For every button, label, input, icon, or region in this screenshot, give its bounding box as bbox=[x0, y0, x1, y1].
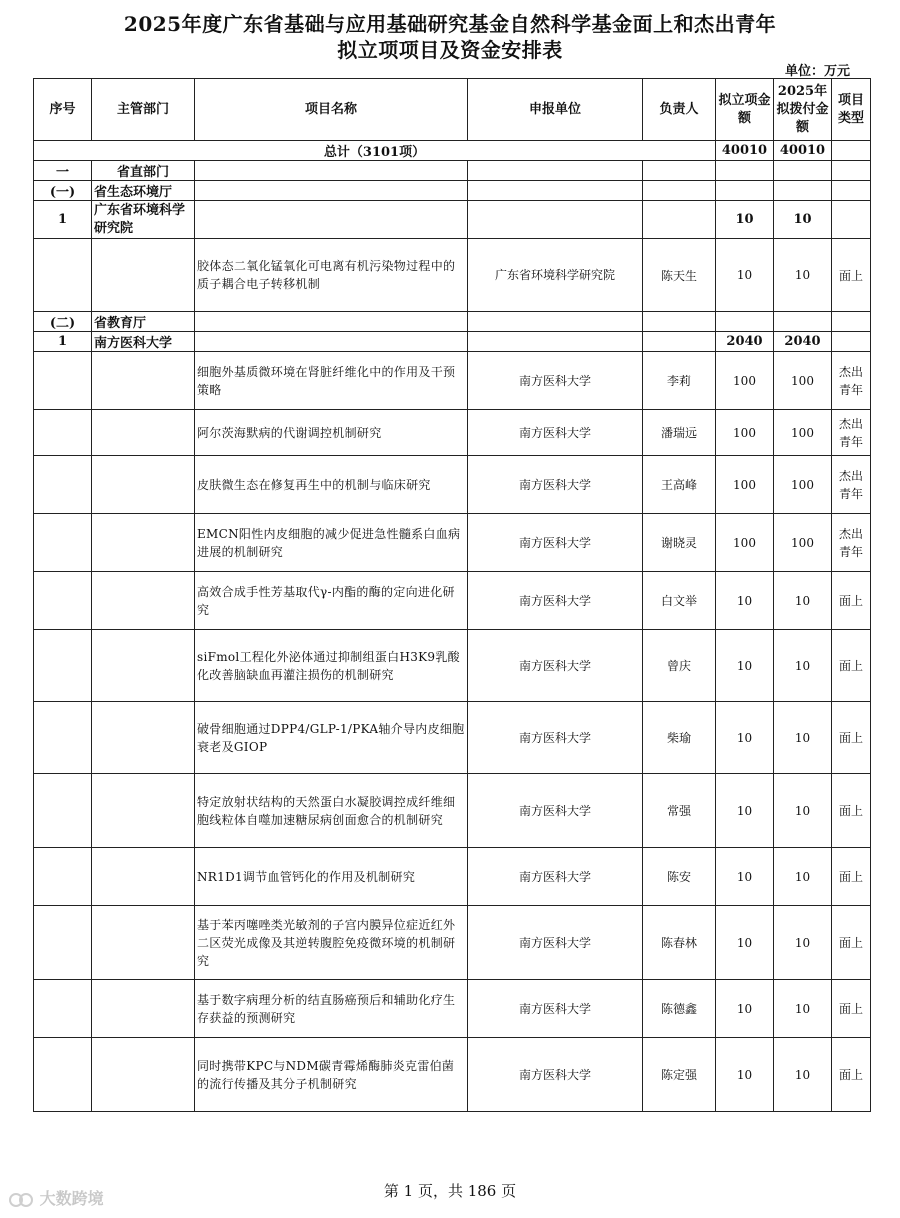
project-leader: 常强 bbox=[643, 774, 716, 848]
document-title-line1: 2025年度广东省基础与应用基础研究基金自然科学基金面上和杰出青年 bbox=[123, 12, 777, 36]
watermark-logo-icon bbox=[8, 1189, 34, 1211]
project-name: 基于数字病理分析的结直肠癌预后和辅助化疗生存获益的预测研究 bbox=[195, 980, 468, 1038]
project-name: 同时携带KPC与NDM碳青霉烯酶肺炎克雷伯菌的流行传播及其分子机制研究 bbox=[195, 1038, 468, 1112]
project-type: 杰出青年 bbox=[832, 514, 871, 572]
project-type: 面上 bbox=[832, 572, 871, 630]
org-row bbox=[34, 332, 871, 352]
section-label: 省直部门 bbox=[92, 161, 195, 181]
project-leader: 白文举 bbox=[643, 572, 716, 630]
project-table bbox=[33, 78, 871, 1112]
group-seq: (二) bbox=[34, 312, 92, 332]
project-approved: 10 bbox=[716, 980, 774, 1038]
header-leader: 负责人 bbox=[643, 79, 716, 141]
org-allocated: 2040 bbox=[774, 332, 832, 352]
project-applicant: 南方医科大学 bbox=[468, 774, 643, 848]
group-row bbox=[34, 312, 871, 332]
project-allocated: 100 bbox=[774, 514, 832, 572]
header-type: 项目类型 bbox=[832, 79, 871, 141]
header-approved: 拟立项金额 bbox=[716, 79, 774, 141]
header-row bbox=[34, 79, 871, 141]
project-row bbox=[34, 456, 871, 514]
project-type: 面上 bbox=[832, 702, 871, 774]
project-type: 面上 bbox=[832, 774, 871, 848]
header-seq: 序号 bbox=[34, 79, 92, 141]
group-label: 省教育厅 bbox=[92, 312, 195, 332]
project-type: 面上 bbox=[832, 848, 871, 906]
project-applicant: 南方医科大学 bbox=[468, 980, 643, 1038]
project-name: NR1D1调节血管钙化的作用及机制研究 bbox=[195, 848, 468, 906]
project-name: 基于苯丙噻唑类光敏剂的子宫内膜异位症近红外二区荧光成像及其逆转腹腔免疫微环境的机制研究 bbox=[195, 906, 468, 980]
project-applicant: 南方医科大学 bbox=[468, 410, 643, 456]
project-applicant: 南方医科大学 bbox=[468, 572, 643, 630]
project-approved: 10 bbox=[716, 848, 774, 906]
project-row bbox=[34, 239, 871, 312]
header-dept: 主管部门 bbox=[92, 79, 195, 141]
project-leader: 曾庆 bbox=[643, 630, 716, 702]
project-leader: 谢晓灵 bbox=[643, 514, 716, 572]
project-name: 胶体态二氧化锰氧化可电离有机污染物过程中的质子耦合电子转移机制 bbox=[195, 239, 468, 312]
project-applicant: 南方医科大学 bbox=[468, 630, 643, 702]
org-name: 南方医科大学 bbox=[92, 332, 195, 352]
project-allocated: 10 bbox=[774, 702, 832, 774]
project-applicant: 南方医科大学 bbox=[468, 456, 643, 514]
project-approved: 100 bbox=[716, 514, 774, 572]
project-row bbox=[34, 352, 871, 410]
project-leader: 陈德鑫 bbox=[643, 980, 716, 1038]
project-row bbox=[34, 572, 871, 630]
page-footer: 第 1 页，共 186 页 bbox=[383, 1182, 517, 1200]
project-type: 面上 bbox=[832, 906, 871, 980]
project-leader: 王高峰 bbox=[643, 456, 716, 514]
section-row bbox=[34, 161, 871, 181]
project-applicant: 南方医科大学 bbox=[468, 352, 643, 410]
org-row bbox=[34, 201, 871, 239]
project-leader: 陈春林 bbox=[643, 906, 716, 980]
org-approved: 10 bbox=[716, 201, 774, 239]
project-type: 杰出青年 bbox=[832, 456, 871, 514]
project-type: 面上 bbox=[832, 1038, 871, 1112]
project-allocated: 10 bbox=[774, 239, 832, 312]
project-approved: 100 bbox=[716, 352, 774, 410]
project-approved: 10 bbox=[716, 630, 774, 702]
project-type: 杰出青年 bbox=[832, 352, 871, 410]
project-approved: 10 bbox=[716, 1038, 774, 1112]
group-row bbox=[34, 181, 871, 201]
project-row bbox=[34, 980, 871, 1038]
org-approved: 2040 bbox=[716, 332, 774, 352]
project-row bbox=[34, 702, 871, 774]
project-row bbox=[34, 774, 871, 848]
total-row bbox=[34, 141, 871, 161]
org-allocated: 10 bbox=[774, 201, 832, 239]
watermark bbox=[8, 1186, 104, 1211]
org-seq: 1 bbox=[34, 332, 92, 352]
project-leader: 李莉 bbox=[643, 352, 716, 410]
project-approved: 100 bbox=[716, 456, 774, 514]
document-title-line2: 拟立项项目及资金安排表 bbox=[337, 38, 563, 62]
project-allocated: 10 bbox=[774, 980, 832, 1038]
project-applicant: 南方医科大学 bbox=[468, 1038, 643, 1112]
project-name: siFmol工程化外泌体通过抑制组蛋白H3K9乳酸化改善脑缺血再灌注损伤的机制研究 bbox=[195, 630, 468, 702]
project-type: 面上 bbox=[832, 239, 871, 312]
project-allocated: 10 bbox=[774, 774, 832, 848]
project-allocated: 10 bbox=[774, 630, 832, 702]
project-row bbox=[34, 410, 871, 456]
project-allocated: 10 bbox=[774, 1038, 832, 1112]
project-name: 细胞外基质微环境在肾脏纤维化中的作用及干预策略 bbox=[195, 352, 468, 410]
project-leader: 柴瑜 bbox=[643, 702, 716, 774]
project-allocated: 100 bbox=[774, 410, 832, 456]
section-seq: 一 bbox=[34, 161, 92, 181]
project-type: 面上 bbox=[832, 630, 871, 702]
project-name: 阿尔茨海默病的代谢调控机制研究 bbox=[195, 410, 468, 456]
project-name: 高效合成手性芳基取代γ-内酯的酶的定向进化研究 bbox=[195, 572, 468, 630]
project-approved: 100 bbox=[716, 410, 774, 456]
header-applicant: 申报单位 bbox=[468, 79, 643, 141]
group-label: 省生态环境厅 bbox=[92, 181, 195, 201]
project-row bbox=[34, 1038, 871, 1112]
project-leader: 潘瑞远 bbox=[643, 410, 716, 456]
header-allocated: 2025年拟拨付金额 bbox=[774, 79, 832, 141]
project-name: 特定放射状结构的天然蛋白水凝胶调控成纤维细胞线粒体自噬加速糖尿病创面愈合的机制研究 bbox=[195, 774, 468, 848]
project-name: 皮肤微生态在修复再生中的机制与临床研究 bbox=[195, 456, 468, 514]
project-approved: 10 bbox=[716, 774, 774, 848]
project-row bbox=[34, 906, 871, 980]
project-allocated: 10 bbox=[774, 906, 832, 980]
project-applicant: 南方医科大学 bbox=[468, 848, 643, 906]
watermark-text: 大数跨境 bbox=[39, 1189, 104, 1208]
project-leader: 陈定强 bbox=[643, 1038, 716, 1112]
total-approved: 40010 bbox=[716, 141, 774, 161]
group-seq: (一) bbox=[34, 181, 92, 201]
project-approved: 10 bbox=[716, 702, 774, 774]
project-name: 破骨细胞通过DPP4/GLP-1/PKA轴介导内皮细胞衰老及GIOP bbox=[195, 702, 468, 774]
total-allocated: 40010 bbox=[774, 141, 832, 161]
header-project: 项目名称 bbox=[195, 79, 468, 141]
project-row bbox=[34, 630, 871, 702]
project-approved: 10 bbox=[716, 572, 774, 630]
project-allocated: 10 bbox=[774, 848, 832, 906]
project-applicant: 广东省环境科学研究院 bbox=[468, 239, 643, 312]
project-type: 杰出青年 bbox=[832, 410, 871, 456]
project-leader: 陈天生 bbox=[643, 239, 716, 312]
project-applicant: 南方医科大学 bbox=[468, 906, 643, 980]
org-seq: 1 bbox=[34, 201, 92, 239]
project-approved: 10 bbox=[716, 239, 774, 312]
project-allocated: 10 bbox=[774, 572, 832, 630]
project-allocated: 100 bbox=[774, 352, 832, 410]
unit-label: 单位：万元 bbox=[784, 64, 850, 79]
project-applicant: 南方医科大学 bbox=[468, 702, 643, 774]
project-name: EMCN阳性内皮细胞的减少促进急性髓系白血病进展的机制研究 bbox=[195, 514, 468, 572]
project-row bbox=[34, 514, 871, 572]
project-approved: 10 bbox=[716, 906, 774, 980]
org-name: 广东省环境科学研究院 bbox=[92, 201, 195, 239]
project-applicant: 南方医科大学 bbox=[468, 514, 643, 572]
project-leader: 陈安 bbox=[643, 848, 716, 906]
project-row bbox=[34, 848, 871, 906]
project-allocated: 100 bbox=[774, 456, 832, 514]
total-label: 总计（3101项） bbox=[34, 141, 716, 161]
project-type: 面上 bbox=[832, 980, 871, 1038]
